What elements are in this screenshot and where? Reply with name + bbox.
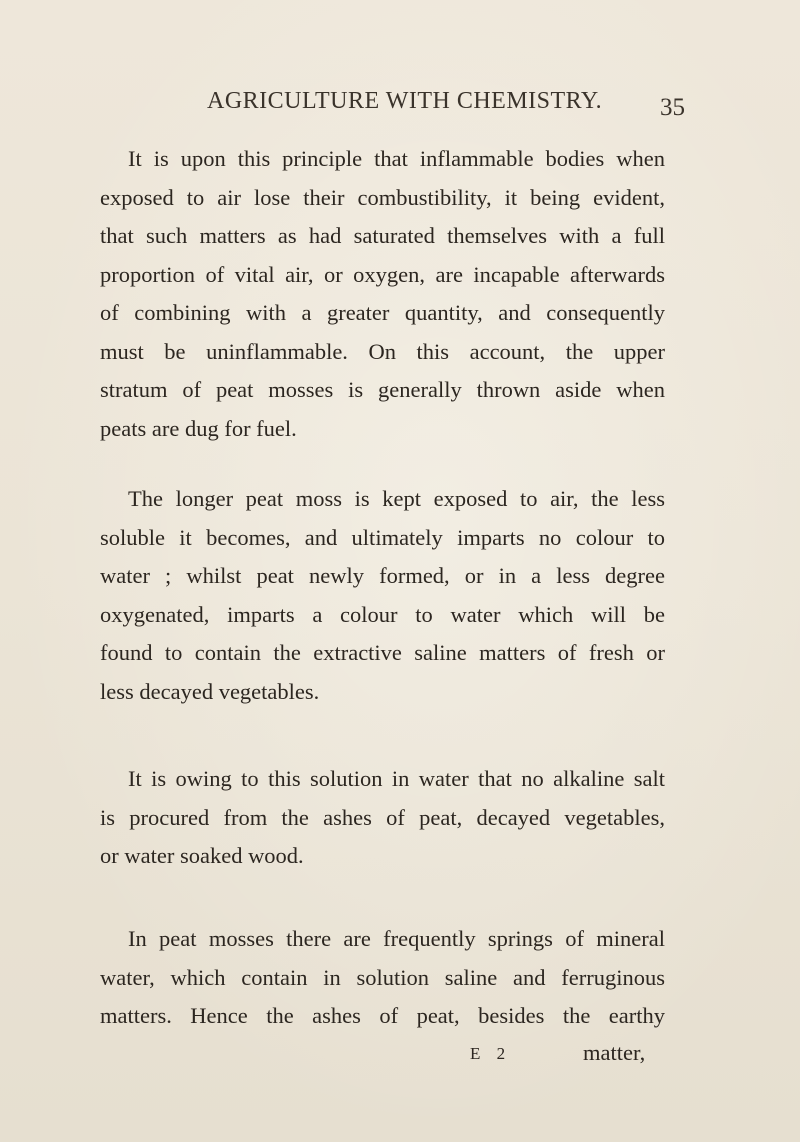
running-title: AGRICULTURE WITH CHEMISTRY. [207, 88, 603, 114]
catchword: matter, [583, 1040, 646, 1065]
text-line: It is upon this principle that inflammable bodies when [128, 146, 665, 171]
signature-mark: E 2 [470, 1044, 512, 1063]
text-line: of combining with a greater quantity, and consequently [100, 300, 665, 325]
paragraph-1 [100, 140, 665, 448]
text-line: less decayed vegetables. [100, 678, 320, 704]
page-footer [0, 1040, 800, 1080]
text-line: exposed to air lose their combustibility, it being evident, [100, 184, 665, 210]
paragraph-2 [100, 480, 665, 711]
text-line: proportion of vital air, or oxygen, are incapable afterwards [100, 261, 665, 287]
text-line: soluble it becomes, and ultimately imparts no colour to [100, 524, 665, 550]
page-number: 35 [660, 94, 685, 121]
text-line: or water soaked wood. [100, 843, 304, 868]
text-line: It is owing to this solution in water that no alkaline salt [128, 766, 665, 791]
text-line: water ; whilst peat newly formed, or in a less degree [100, 563, 665, 588]
paragraph-3 [100, 760, 665, 876]
text-line: peats are dug for fuel. [100, 415, 297, 441]
text-line: The longer peat moss is kept exposed to air, the less [128, 486, 665, 511]
text-line: is procured from the ashes of peat, decayed vegetables, [100, 804, 665, 830]
paragraph-4 [100, 920, 665, 1036]
text-line: must be uninflammable. On this account, the upper [100, 338, 665, 364]
text-line: matters. Hence the ashes of peat, besides the earthy [100, 1003, 665, 1028]
text-line: found to contain the extractive saline matters of fresh or [100, 640, 665, 665]
text-line: water, which contain in solution saline and ferruginous [100, 964, 665, 990]
text-line: stratum of peat mosses is generally thrown aside when [100, 377, 665, 402]
text-line: In peat mosses there are frequently springs of mineral [128, 926, 665, 951]
text-line: oxygenated, imparts a colour to water which will be [100, 601, 665, 627]
text-line: that such matters as had saturated themselves with a full [100, 223, 665, 248]
